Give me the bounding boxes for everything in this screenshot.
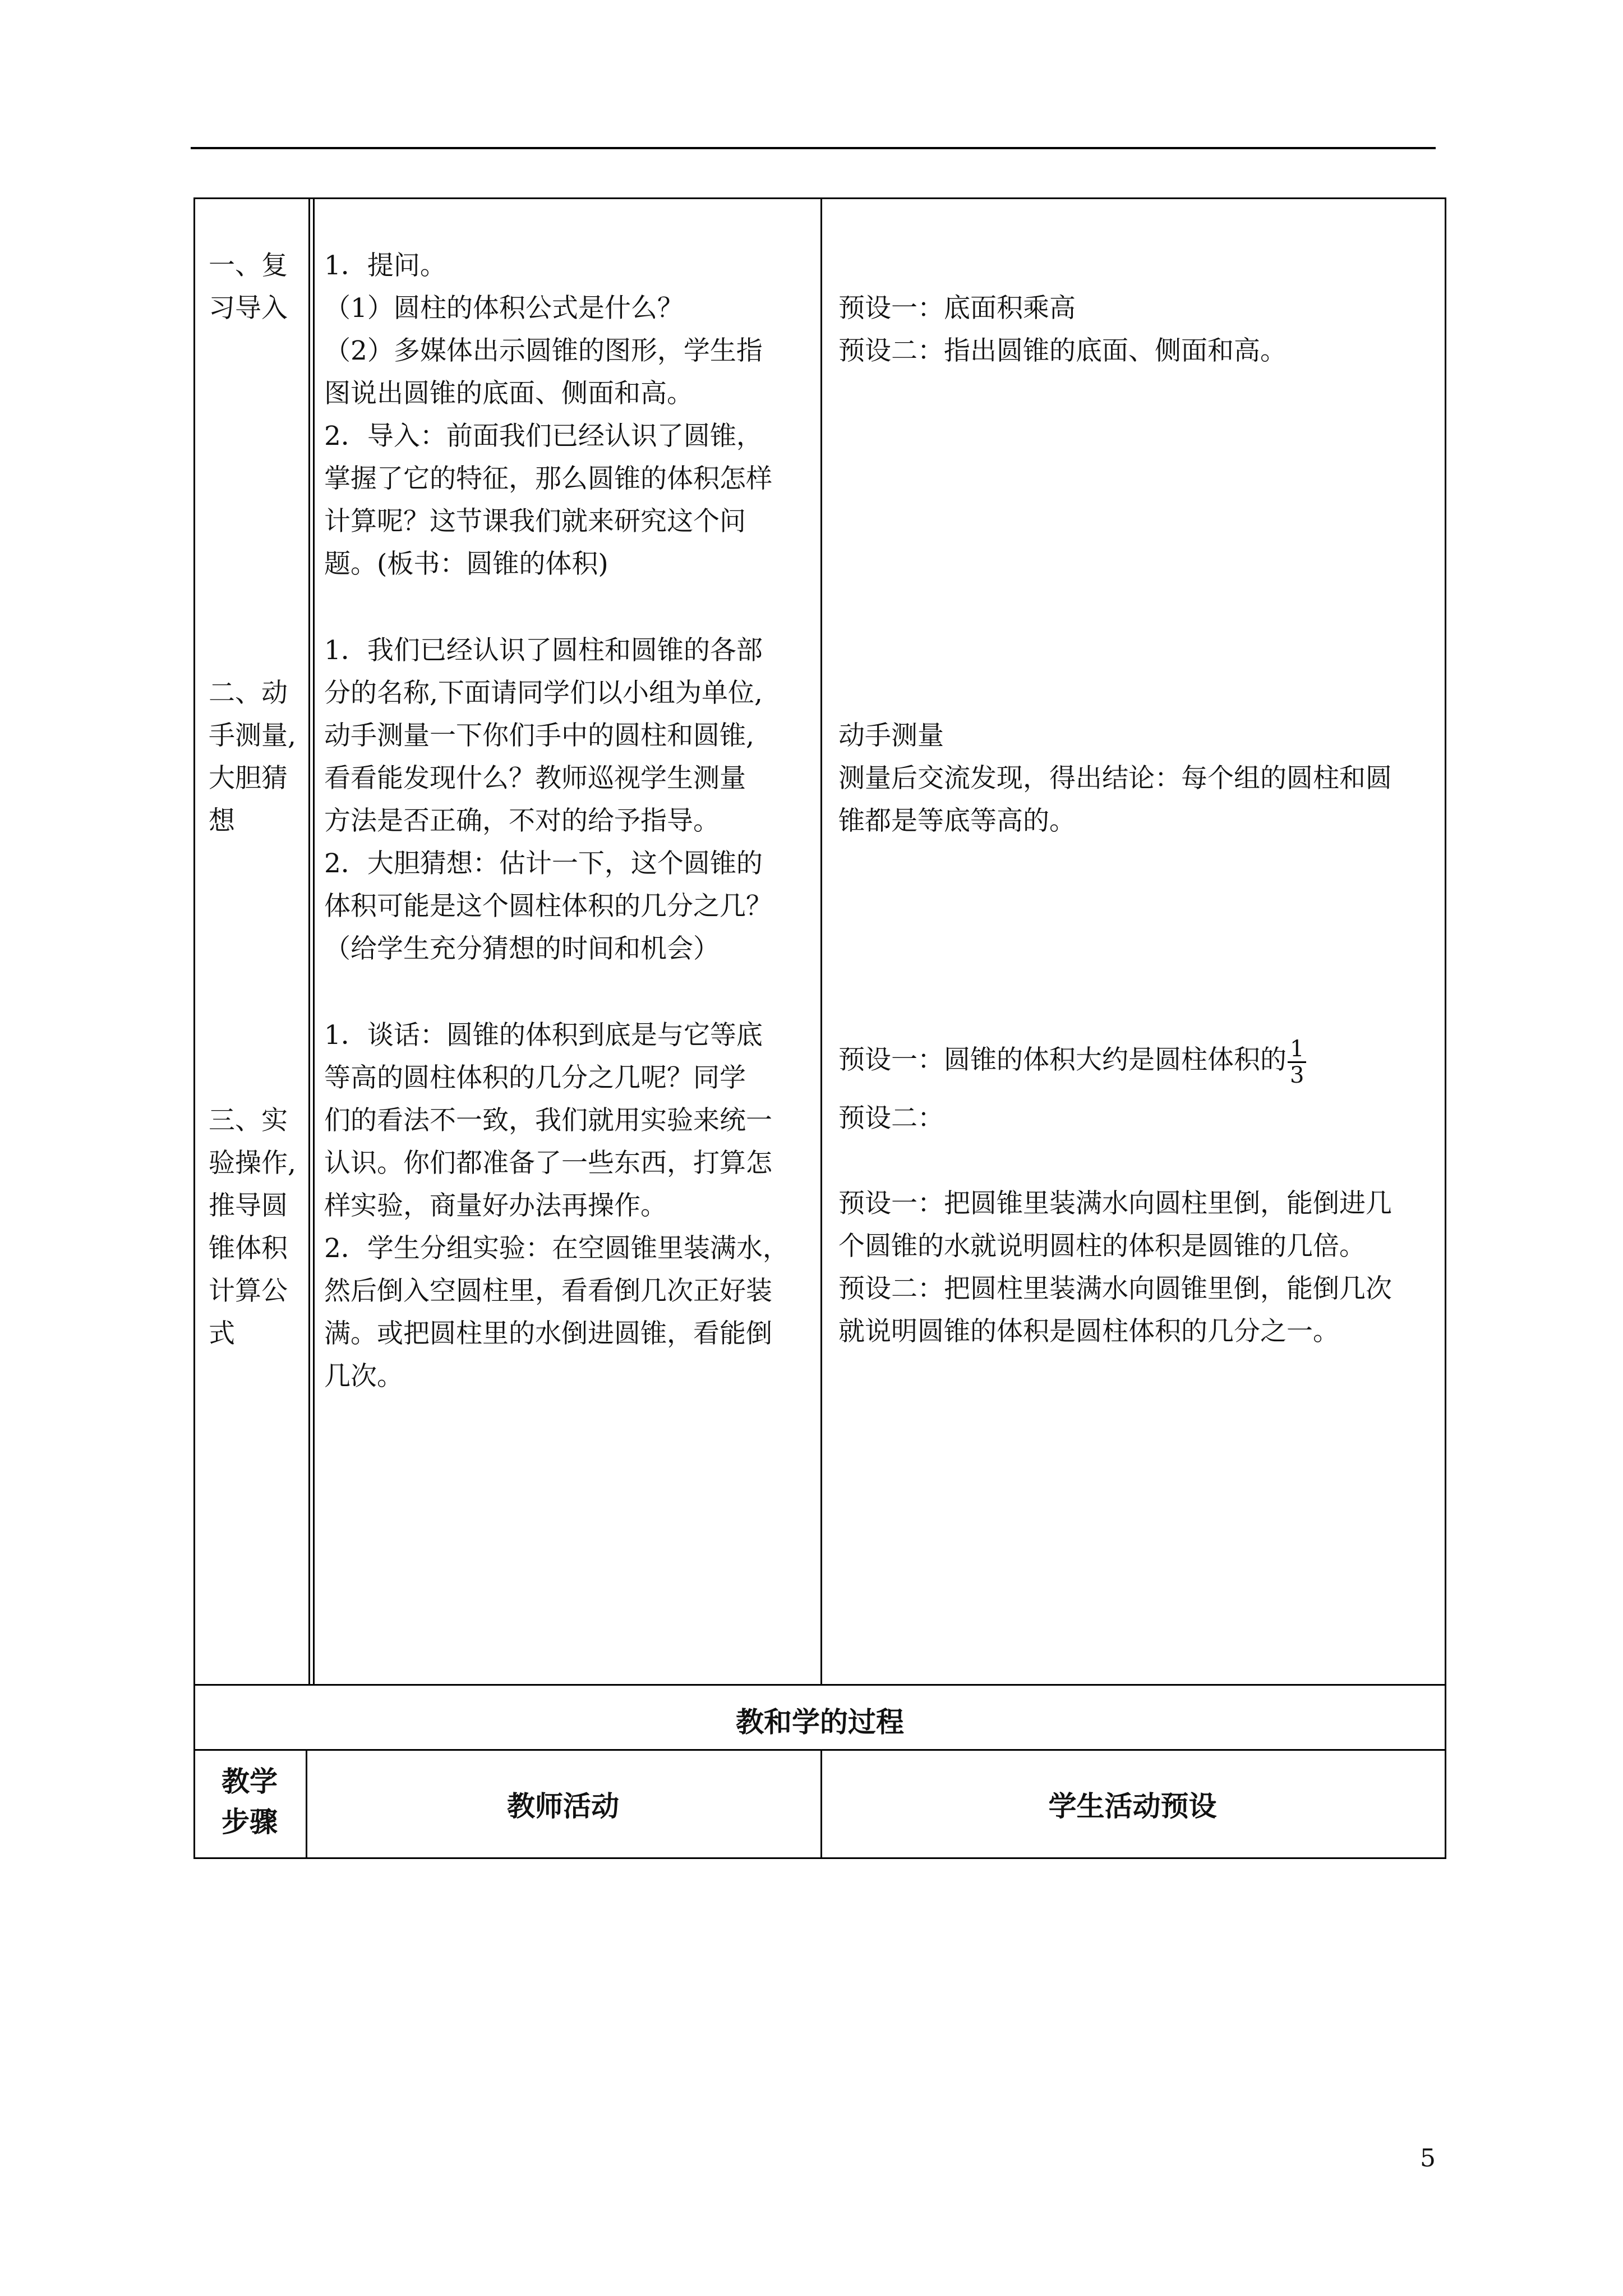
row3-step: 三、实 验操作, 推导圆 锥体积 计算公 式 <box>209 1105 296 1349</box>
row2-teacher-activity: 1．我们已经认识了圆柱和圆锥的各部 分的名称,下面请同学们以小组为单位, 动手测量一下你们手中的圆柱和圆锥, 看看能发现什么？教师巡视学生测量 方法是否正确，不对的给予指导。 2．大胆猜想：估计一下，这个圆锥的 体积可能是这个圆柱体积的几分之几？ （给学生充分猜想的时间和机会） <box>324 635 772 964</box>
col-divider-1-double-b <box>313 197 315 1684</box>
column-header-top-border <box>193 1749 1446 1751</box>
row3-student-fraction-line: 预设一：圆锥的体积大约是圆柱体积的 $\frac{1}{3}$ <box>838 1027 1306 1094</box>
row3-student-activity: 预设二： 预设一：把圆锥里装满水向圆柱里倒，能倒进几 个圆锥的水就说明圆柱的体积是圆锥的几倍。 预设二：把圆柱里装满水向圆锥里倒，能倒几次 就说明圆锥的体积是圆柱体积的几分之一。 <box>838 1103 1392 1347</box>
row2-student-activity: 动手测量 测量后交流发现，得出结论：每个组的圆柱和圆 锥都是等底等高的。 <box>838 720 1392 836</box>
table-left-border <box>193 197 195 1859</box>
col-divider-1-double-a <box>308 197 310 1684</box>
table-right-border <box>1445 197 1446 1859</box>
section-header-top-border <box>193 1684 1446 1686</box>
column-header-teacher: 教师活动 <box>507 1790 619 1823</box>
row1-step: 一、复 习导入 <box>209 250 288 324</box>
row1-teacher-activity: 1．提问。 （1）圆柱的体积公式是什么？ （2）多媒体出示圆锥的图形，学生指 图说出圆锥的底面、侧面和高。 2．导入：前面我们已经认识了圆锥， 掌握了它的特征，那么圆锥的体积怎样 计算呢？这节课我们就来研究这个问 题。(板书：圆锥的体积) <box>324 250 772 579</box>
col-divider-2 <box>820 197 822 1684</box>
column-header-step: 教学 步骤 <box>222 1765 278 1838</box>
page-number: 5 <box>1420 2144 1436 2173</box>
section-header: 教和学的过程 <box>736 1706 904 1738</box>
table-bottom-border <box>193 1857 1446 1859</box>
column-header-student: 学生活动预设 <box>1048 1790 1217 1823</box>
table-top-border <box>193 197 1446 199</box>
row3-teacher-activity: 1．谈话：圆锥的体积到底是与它等底 等高的圆柱体积的几分之几呢？同学 们的看法不一致，我们就用实验来统一 认识。你们都准备了一些东西，打算怎 样实验，商量好办法再操作。 2．学生分组实验：在空圆锥里装满水， 然后倒入空圆柱里，看看倒几次正好装 满。或把圆柱里的水倒进圆锥，看能倒 几次。 <box>324 1020 789 1392</box>
row2-step: 二、动 手测量, 大胆猜 想 <box>209 678 296 836</box>
one-third-fraction: $\frac{1}{3}$ <box>1288 1037 1306 1088</box>
row1-student-activity: 预设一：底面积乘高 预设二：指出圆锥的底面、侧面和高。 <box>838 293 1287 366</box>
header-rule <box>191 147 1436 149</box>
